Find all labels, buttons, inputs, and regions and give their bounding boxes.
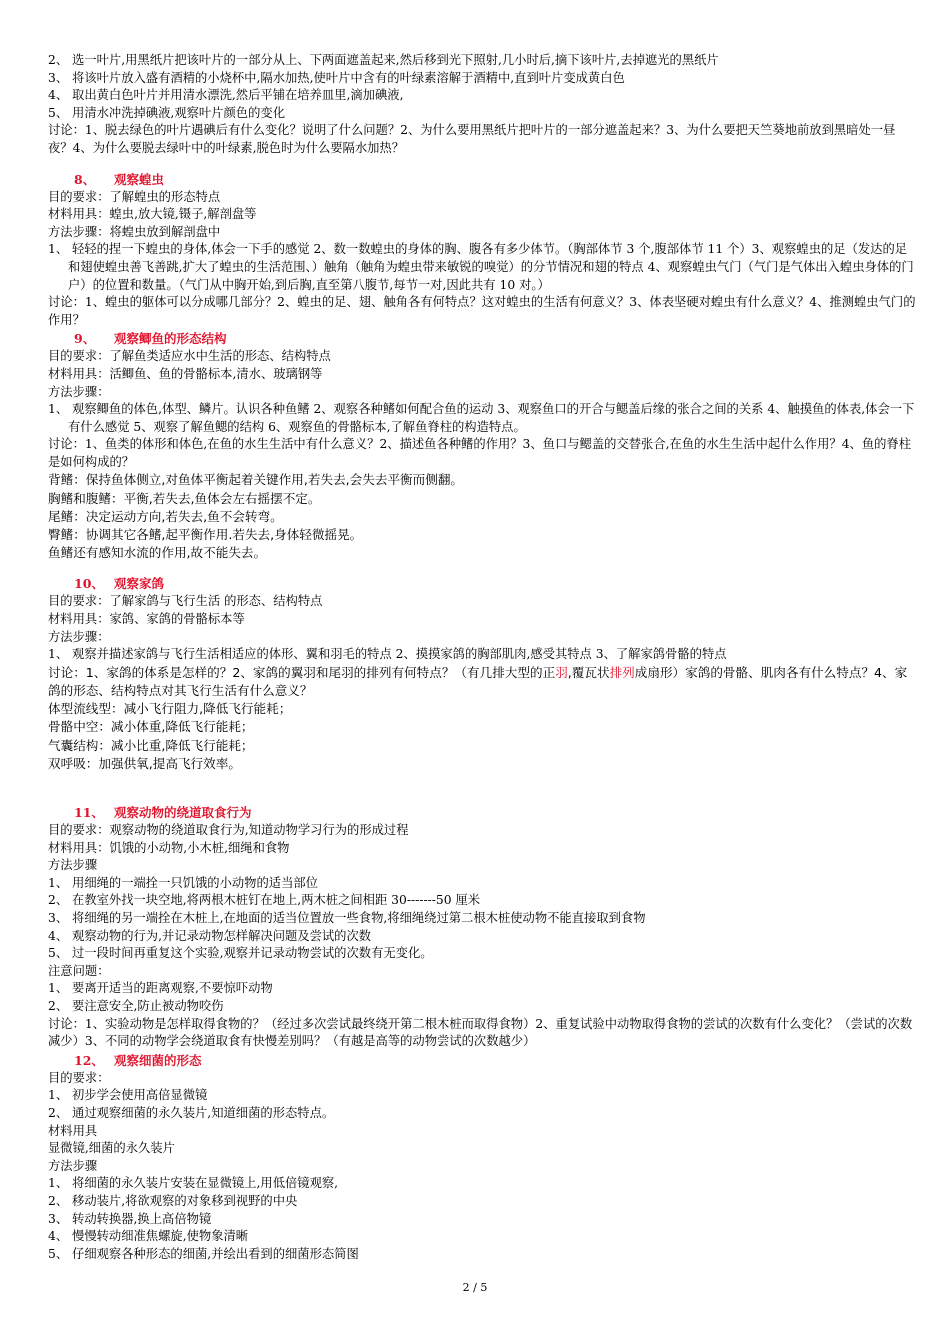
s12-number: 12、 xyxy=(74,1052,104,1068)
s8-title: 观察蝗虫 xyxy=(114,171,165,187)
s12-purpose-1: 1、 初步学会使用高倍显微镜 xyxy=(48,1088,208,1103)
s12-materials: 显微镜,细菌的永久装片 xyxy=(48,1141,175,1156)
s10-number: 10、 xyxy=(74,576,104,592)
s11-step-1: 1、 用细绳的一端拴一只饥饿的小动物的适当部位 xyxy=(48,875,318,890)
s8-discussion: 讨论：1、蝗虫的躯体可以分成哪几部分？2、蝗虫的足、翅、触角各有何特点？这对蝗虫的生活有何意义？3、体表坚硬对蝗虫有什么意义？4、推测蝗虫气门的作用？ xyxy=(48,295,916,327)
s9-step: 1、 观察鲫鱼的体色,体型、鳞片。认识各种鱼鳍 2、观察各种鳍如何配合鱼的运动 3、观察鱼口的开合与鳃盖后缘的张合之间的关系 4、触摸鱼的体表,体会一下有什么感觉 5、观察了解鱼鳃的结构 6、观察鱼的骨骼标本,了解鱼脊柱的构造特点。 xyxy=(48,402,915,434)
s10-discussion-part-a: 讨论：1、家鸽的体系是怎样的？2、家鸽的翼羽和尾羽的排列有何特点？（有几排大型的正 xyxy=(48,664,556,680)
s7-step-2: 2、 选一叶片,用黑纸片把该叶片的一部分从上、下两面遮盖起来,然后移到光下照射,几小时后,摘下该叶片,去掉遮光的黑纸片 xyxy=(48,53,719,67)
s10-step: 1、 观察并描述家鸽与飞行生活相适应的体形、翼和羽毛的特点 2、摸摸家鸽的胸部肌肉,感受其特点 3、了解家鸽骨骼的特点 xyxy=(48,647,727,662)
s9-answer-pectoral: 胸鳍和腹鳍：平衡,若失去,鱼体会左右摇摆不定。 xyxy=(48,490,321,506)
s7-discussion: 讨论：1、脱去绿色的叶片遇碘后有什么变化？说明了什么问题？2、为什么要用黑纸片把叶片的一部分遮盖起来？3、为什么要把天竺葵地前放到黑暗处一昼夜？4、为什么要脱去绿叶中的叶绿素,脱色时为什么要隔水加热？ xyxy=(48,123,896,155)
s10-method: 方法步骤： xyxy=(48,629,110,644)
s9-answer-anal: 臀鳍：协调其它各鳍,起平衡作用.若失去,身体轻微摇晃。 xyxy=(48,527,363,543)
s9-answer-flow: 鱼鳍还有感知水流的作用,故不能失去。 xyxy=(48,545,267,561)
s12-step-1: 1、 将细菌的永久装片安装在显微镜上,用低倍镜观察, xyxy=(48,1176,339,1191)
s8-method: 方法步骤：将蝗虫放到解剖盘中 xyxy=(48,224,221,239)
s9-answer-caudal: 尾鳍：决定运动方向,若失去,鱼不会转弯。 xyxy=(48,508,283,524)
s11-number: 11、 xyxy=(74,805,104,821)
s10-purpose: 目的要求：了解家鸽与飞行生活 的形态、结构特点 xyxy=(48,594,323,609)
s11-method: 方法步骤 xyxy=(48,858,98,873)
s12-title: 观察细菌的形态 xyxy=(114,1052,202,1068)
s10-heading xyxy=(48,574,918,593)
s11-step-4: 4、 观察动物的行为,并记录动物怎样解决问题及尝试的次数 xyxy=(48,928,372,943)
s12-purpose-title: 目的要求： xyxy=(48,1070,110,1085)
s11-discussion: 讨论：1、实验动物是怎样取得食物的？（经过多次尝试最终绕开第二根木桩而取得食物）2、重复试验中动物取得食物的尝试的次数有什么变化？（尝试的次数减少）3、不同的动物学会绕道取食有快慢差别吗？（有越是高等的动物尝试的次数越少） xyxy=(48,1016,913,1049)
s12-step-5: 5、 仔细观察各种形态的细菌,并绘出看到的细菌形态简图 xyxy=(48,1246,359,1261)
s11-notes-title: 注意问题： xyxy=(48,963,110,978)
s11-note-2: 2、 要注意安全,防止被动物咬伤 xyxy=(48,999,224,1014)
s7-step-5: 5、 用清水冲洗掉碘液,观察叶片颜色的变化 xyxy=(48,105,285,120)
s10-materials: 材料用具：家鸽、家鸽的骨骼标本等 xyxy=(48,612,245,627)
s11-title: 观察动物的绕道取食行为 xyxy=(114,805,252,821)
s9-number: 9、 xyxy=(74,331,96,347)
s10-answer-airsac: 气囊结构：减小比重,降低飞行能耗； xyxy=(48,737,254,753)
s11-materials: 材料用具：饥饿的小动物,小木桩,细绳和食物 xyxy=(48,840,290,855)
s9-answer-dorsal: 背鳍：保持鱼体侧立,对鱼体平衡起着关键作用,若失去,会失去平衡而侧翻。 xyxy=(48,472,464,488)
s11-heading xyxy=(48,803,918,822)
s12-heading xyxy=(48,1051,918,1070)
s11-step-3: 3、 将细绳的另一端拴在木桩上,在地面的适当位置放一些食物,将细绳绕过第二根木桩使动物不能直接取到食物 xyxy=(48,911,646,926)
s10-answer-streamline: 体型流线型：减小飞行阻力,降低飞行能耗； xyxy=(48,701,292,717)
s10-title: 观察家鸽 xyxy=(114,576,165,592)
page-number: 2 / 5 xyxy=(462,1281,488,1294)
s9-discussion: 讨论：1、鱼类的体形和体色,在鱼的水生生活中有什么意义？2、描述鱼各种鳍的作用？3、鱼口与鳃盖的交替张合,在鱼的水生生活中起什么作用？4、鱼的脊柱是如何构成的？ xyxy=(48,437,912,469)
s10-discussion xyxy=(48,664,918,700)
s10-discussion-part-b: ,覆瓦状 xyxy=(567,664,610,680)
s10-answer-bones: 骨骼中空：减小体重,降低飞行能耗； xyxy=(48,719,254,735)
s11-purpose: 目的要求：观察动物的绕道取食行为,知道动物学习行为的形成过程 xyxy=(48,823,409,838)
s10-discussion-red-2: 排列 xyxy=(609,664,635,680)
s8-number: 8、 xyxy=(74,171,96,187)
s8-step: 1、 轻轻的捏一下蝗虫的身体,体会一下手的感觉 2、数一数蝗虫的身体的胸、腹各有多少体节。（胸部体节 3 个,腹部体节 11 个）3、观察蝗虫的足（发达的足和翅使蝗虫善飞善跳,扩大了蝗虫的生活范围、）触角（触角为蝗虫带来敏锐的嗅觉）的分节情况和翅的特点 4、观察蝗虫气门（气门是气体出入蝗虫身体的门户）的位置和数量。（气门从中胸开始,到后胸,直至第八腹节,每节一对,因此共有 10 对。） xyxy=(48,242,914,292)
s9-materials: 材料用具：活鲫鱼、鱼的骨骼标本,清水、玻璃钢等 xyxy=(48,366,323,381)
document-page xyxy=(48,52,918,1263)
s11-note-1: 1、 要离开适当的距离观察,不要惊吓动物 xyxy=(48,981,273,996)
s10-discussion-part-c: 成扇形）家鸽的骨骼、肌肉各有什么特点？4、家鸽的形态、结构特点对其飞行生活有什么意义？ xyxy=(48,664,908,699)
s8-purpose: 目的要求：了解蝗虫的形态特点 xyxy=(48,189,221,204)
s12-purpose-2: 2、 通过观察细菌的永久装片,知道细菌的形态特点。 xyxy=(48,1105,335,1120)
s12-step-2: 2、 移动装片,将欲观察的对象移到视野的中央 xyxy=(48,1193,298,1208)
s10-discussion-red-1: 羽 xyxy=(555,664,568,680)
s12-step-4: 4、 慢慢转动细准焦螺旋,使物象清晰 xyxy=(48,1229,249,1244)
s9-purpose: 目的要求：了解鱼类适应水中生活的形态、结构特点 xyxy=(48,349,331,364)
s12-method: 方法步骤 xyxy=(48,1158,98,1173)
s7-step-3: 3、 将该叶片放入盛有酒精的小烧杯中,隔水加热,使叶片中含有的叶绿素溶解于酒精中,直到叶片变成黄白色 xyxy=(48,70,625,85)
s9-heading xyxy=(48,329,918,348)
s11-step-5: 5、 过一段时间再重复这个实验,观察并记录动物尝试的次数有无变化。 xyxy=(48,946,433,961)
s12-step-3: 3、 转动转换器,换上高倍物镜 xyxy=(48,1211,212,1226)
s9-title: 观察鲫鱼的形态结构 xyxy=(114,331,227,347)
s7-step-4: 4、 取出黄白色叶片并用清水漂洗,然后平铺在培养皿里,滴加碘液, xyxy=(48,88,404,103)
s8-heading xyxy=(48,170,918,189)
s10-answer-breathing: 双呼吸：加强供氧,提高飞行效率。 xyxy=(48,755,241,771)
s12-materials-title: 材料用具 xyxy=(48,1123,98,1138)
s8-materials: 材料用具：蝗虫,放大镜,镊子,解剖盘等 xyxy=(48,207,257,222)
s11-step-2: 2、 在教室外找一块空地,将两根木桩钉在地上,两木桩之间相距 30-------50 厘米 xyxy=(48,893,481,908)
s9-method: 方法步骤： xyxy=(48,384,110,399)
